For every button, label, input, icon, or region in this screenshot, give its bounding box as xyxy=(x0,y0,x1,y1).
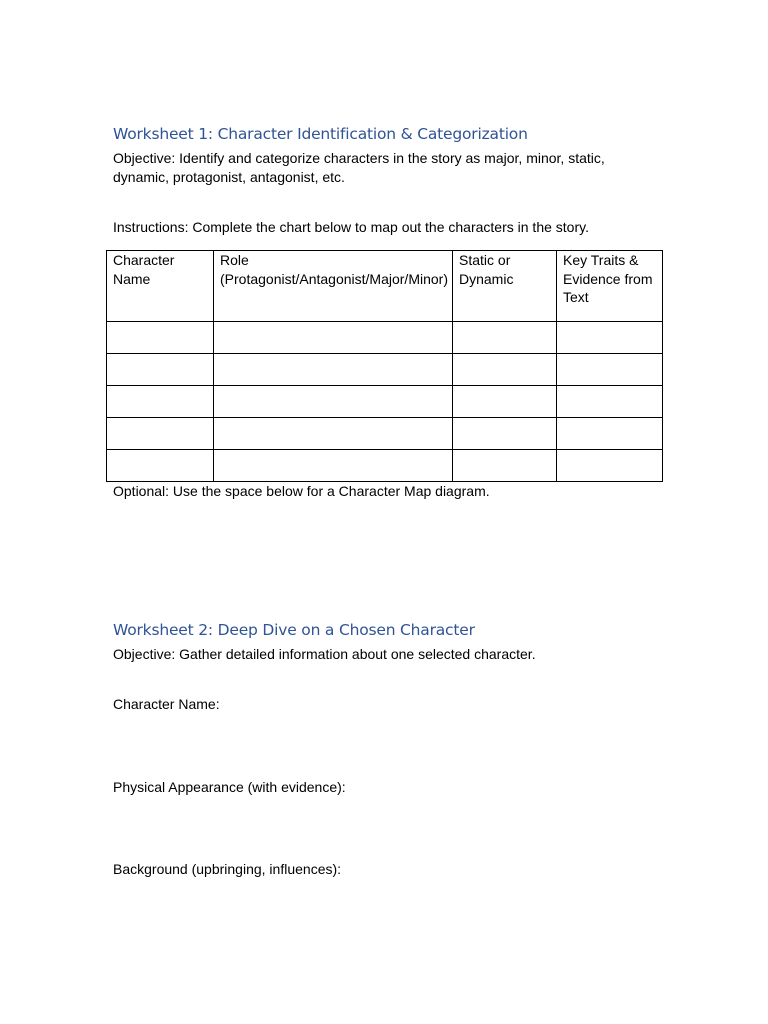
table-cell[interactable] xyxy=(107,322,214,354)
table-cell[interactable] xyxy=(453,450,557,482)
worksheet1-title: Worksheet 1: Character Identification & Categorization xyxy=(113,125,528,143)
table-row xyxy=(107,354,663,386)
table-cell[interactable] xyxy=(214,354,453,386)
header-key-traits xyxy=(557,251,663,322)
header-character-name-label: Character Name xyxy=(113,252,175,287)
character-chart-table xyxy=(106,250,663,482)
table-row xyxy=(107,322,663,354)
table-cell[interactable] xyxy=(107,386,214,418)
table-cell[interactable] xyxy=(214,386,453,418)
table-cell[interactable] xyxy=(557,322,663,354)
physical-appearance-field-label: Physical Appearance (with evidence): xyxy=(113,779,346,795)
table-cell[interactable] xyxy=(214,322,453,354)
table-cell[interactable] xyxy=(557,386,663,418)
table-cell[interactable] xyxy=(107,418,214,450)
table-row xyxy=(107,386,663,418)
table-cell[interactable] xyxy=(107,450,214,482)
header-role-label: Role (Protagonist/Antagonist/Major/Minor) xyxy=(220,252,448,287)
table-cell[interactable] xyxy=(453,418,557,450)
table-cell[interactable] xyxy=(453,322,557,354)
table-cell[interactable] xyxy=(557,418,663,450)
worksheet1-objective-line2: dynamic, protagonist, antagonist, etc. xyxy=(113,169,345,185)
table-cell[interactable] xyxy=(453,354,557,386)
table-cell[interactable] xyxy=(453,386,557,418)
header-key-traits-label: Key Traits & Evidence from Text xyxy=(563,252,653,305)
worksheet1-optional-note: Optional: Use the space below for a Character Map diagram. xyxy=(113,483,490,499)
table-cell[interactable] xyxy=(557,450,663,482)
worksheet1-objective-line1: Objective: Identify and categorize characters in the story as major, minor, static, xyxy=(113,150,605,166)
header-static-or-dynamic-label: Static or Dynamic xyxy=(459,252,514,287)
table-cell[interactable] xyxy=(557,354,663,386)
table-cell[interactable] xyxy=(214,450,453,482)
worksheet1-instructions: Instructions: Complete the chart below to map out the characters in the story. xyxy=(113,219,589,235)
worksheet2-objective: Objective: Gather detailed information about one selected character. xyxy=(113,646,536,662)
character-name-field-label: Character Name: xyxy=(113,696,220,712)
table-row xyxy=(107,418,663,450)
header-character-name xyxy=(107,251,214,322)
header-role xyxy=(214,251,453,322)
header-static-or-dynamic xyxy=(453,251,557,322)
worksheet2-title: Worksheet 2: Deep Dive on a Chosen Character xyxy=(113,621,475,639)
background-field-label: Background (upbringing, influences): xyxy=(113,861,342,877)
table-row xyxy=(107,450,663,482)
table-cell[interactable] xyxy=(107,354,214,386)
table-cell[interactable] xyxy=(214,418,453,450)
table-header-row xyxy=(107,251,663,322)
